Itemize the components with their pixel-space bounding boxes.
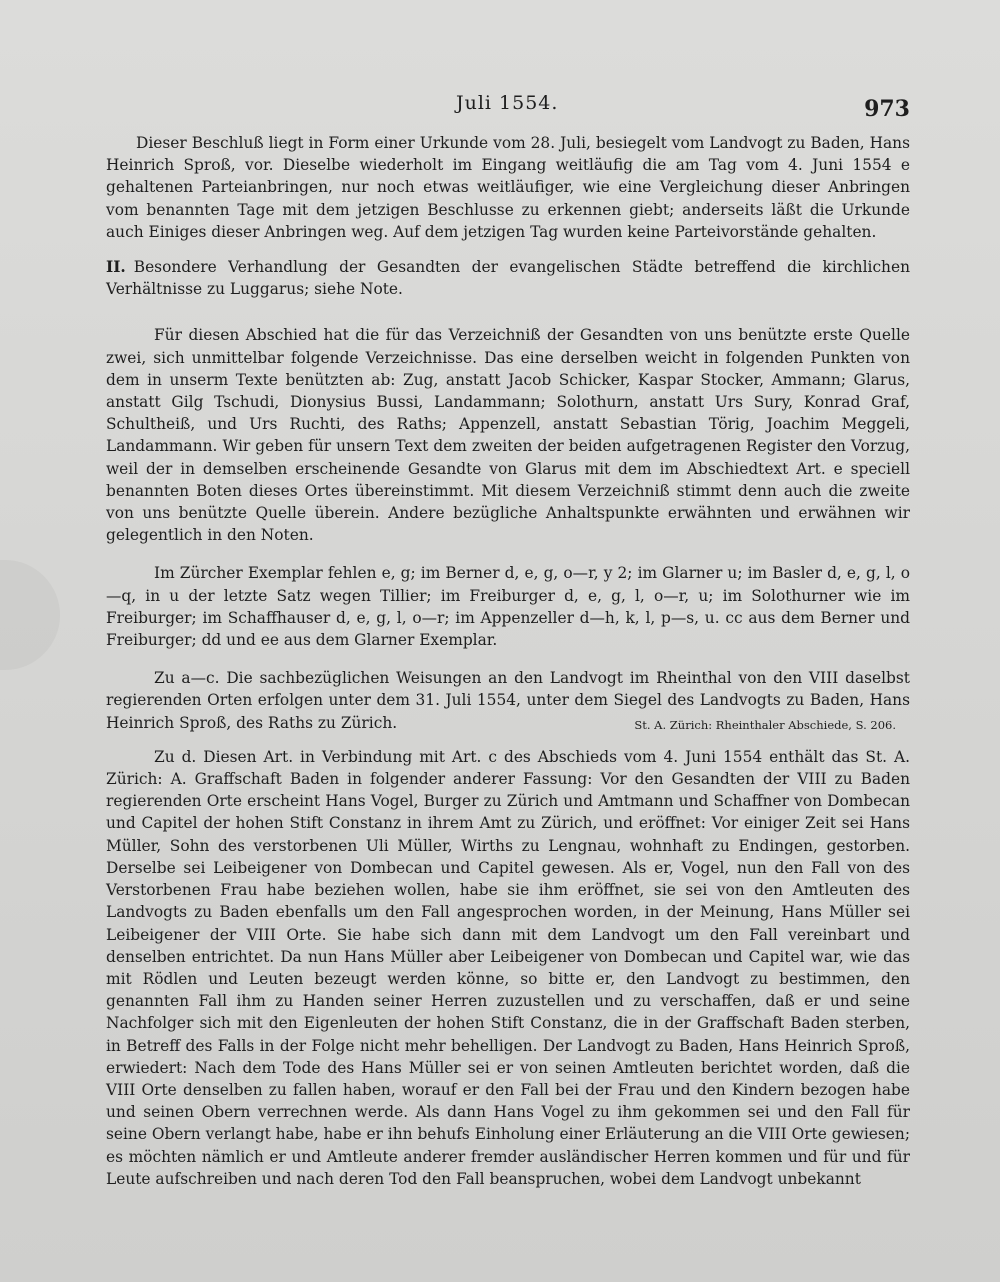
note-paragraph-exemplars: Im Zürcher Exemplar fehlen e, g; im Berner d, e, g, o—r, y 2; im Glarner u; im Basler d, e, g, l, o—q, in u der letzte Satz wegen Tillier; im Freiburger d, e, g, l, o—r, u; im Solothurner wie im Freiburger; im Schaffhauser d, e, g, l, o—r; im Appenzeller d—h, k, l, p—s, u. cc aus dem Berner und Freiburger; dd und ee aus dem Glarner Exemplar. <box>106 564 910 650</box>
note-paragraph-a-c: Zu a—c. Die sachbezüglichen Weisungen an den Landvogt im Rheinthal von den VIII daselbst regierenden Orten erfolgen unter dem 31. Juli 1554, unter dem Siegel des Landvogts zu Baden, Hans Heinrich Sproß, des Raths zu Zürich. <box>106 669 910 732</box>
note-paragraph-d: Zu d. Diesen Art. in Verbindung mit Art. c des Abschieds vom 4. Juni 1554 enthält das St. A. Zürich: A. Graffschaft Baden in folgender anderer Fassung: Vor den Gesandten der VIII zu Baden regierenden Orte erscheint Hans Vogel, Burger zu Zürich und Amtmann und Schaffner von Dombecan und Capitel der hohen Stift Constanz in ihrem Amt zu Zürich, und eröffnet: Vor einiger Zeit sei Hans Müller, Sohn des verstorbenen Uli Müller, Wirths zu Lengnau, wohnhaft zu Endingen, gestorben. Derselbe sei Leibeigener von Dombecan und Capitel gewesen. Als er, Vogel, nun den Fall von des Verstorbenen Frau habe beziehen wollen, habe sie ihm eröffnet, sie sei von den Amtleuten des Landvogts zu Baden ebenfalls um den Fall angesprochen worden, in der Meinung, Hans Müller sei Leibeigener der VIII Orte. Sie habe sich dann mit dem Landvogt um den Fall vereinbart und denselben entrichtet. Da nun Hans Müller aber Leibeigener von Dombecan und Capitel war, wie das mit Rödlen und Leuten bezeugt werden könne, so bitte er, den Landvogt zu bestimmen, den genannten Fall ihm zu Handen seiner Herren zuzustellen und zu verschaffen, daß er und seine Nachfolger sich mit den Eigenleuten der hohen Stift Constanz, die in der Graffschaft Baden sterben, in Betreff des Falls in der Folge nicht mehr behelligen. Der Landvogt zu Baden, Hans Heinrich Sproß, erwiedert: Nach dem Tode des Hans Müller sei er von seinen Amtleuten berichtet worden, daß die VIII Orte denselben zu fallen haben, worauf er den Fall bei der Frau und den Kindern bezogen habe und seinen Obern verrechnen werde. Als dann Hans Vogel zu ihm gekommen sei und den Fall für seine Obern verlangt habe, habe er ihn behufs Einholung einer Erläuterung an die VIII Orte gewiesen; es möchten nämlich er und Amtleute anderer fremder ausländischer Herren kommen und für und für Leute aufschreiben und nach deren Tod den Fall beanspruchen, wobei dem Landvogt unbekannt <box>106 747 911 1188</box>
section-heading <box>106 256 910 300</box>
note-paragraph-sources: Für diesen Abschied hat die für das Verzeichniß der Gesandten von uns benützte erste Quelle zwei, sich unmittelbar folgende Verzeichnisse. Das eine derselben weicht in folgenden Punkten von dem in unserm Texte benützten ab: Zug, anstatt Jacob Schicker, Kaspar Stocker, Ammann; Glarus, anstatt Gilg Tschudi, Dionysius Bussi, Landammann; Solothurn, anstatt Urs Sury, Konrad Graf, Schultheiß, und Urs Ruchti, des Raths; Appenzell, anstatt Sebastian Törig, Joachim Meggeli, Landammann. Wir geben für unsern Text dem zweiten der beiden aufgetragenen Register den Vorzug, weil der in demselben erscheinende Gesandte von Glarus mit dem im Abschiedtext Art. e speciell benannten Boten dieses Ortes übereinstimmt. Mit diesem Verzeichniß stimmt denn auch die zweite von uns benützte Quelle überein. Andere bezügliche Anhaltspunkte erwähnten und erwähnen wir gelegentlich in den Noten. <box>106 326 910 545</box>
page-number: 973 <box>864 96 910 122</box>
paper-stain <box>0 560 60 670</box>
citation: St. A. Zürich: Rheinthaler Abschiede, S. 206. <box>634 717 896 732</box>
section-number: II. <box>106 258 126 277</box>
page-header <box>106 88 910 122</box>
section-text: Besondere Verhandlung der Gesandten der evangelischen Städte betreffend die kirchlichen Verhältnisse zu Luggarus; siehe Note. <box>106 258 910 299</box>
intro-paragraph: Dieser Beschluß liegt in Form einer Urkunde vom 28. Juli, besiegelt vom Landvogt zu Baden, Hans Heinrich Sproß, vor. Dieselbe wiederholt im Eingang weitläufig die am Tag vom 4. Juni 1554 e gehaltenen Parteianbringen, nur noch etwas weitläufiger, wie eine Vergleichung dieser Anbringen vom benannten Tage mit dem jetzigen Beschlusse zu erkennen giebt; anderseits läßt die Urkunde auch Einiges dieser Anbringen weg. Auf dem jetzigen Tag wurden keine Parteivorstände gehalten. <box>106 134 910 241</box>
running-title: Juli 1554. <box>456 92 559 114</box>
